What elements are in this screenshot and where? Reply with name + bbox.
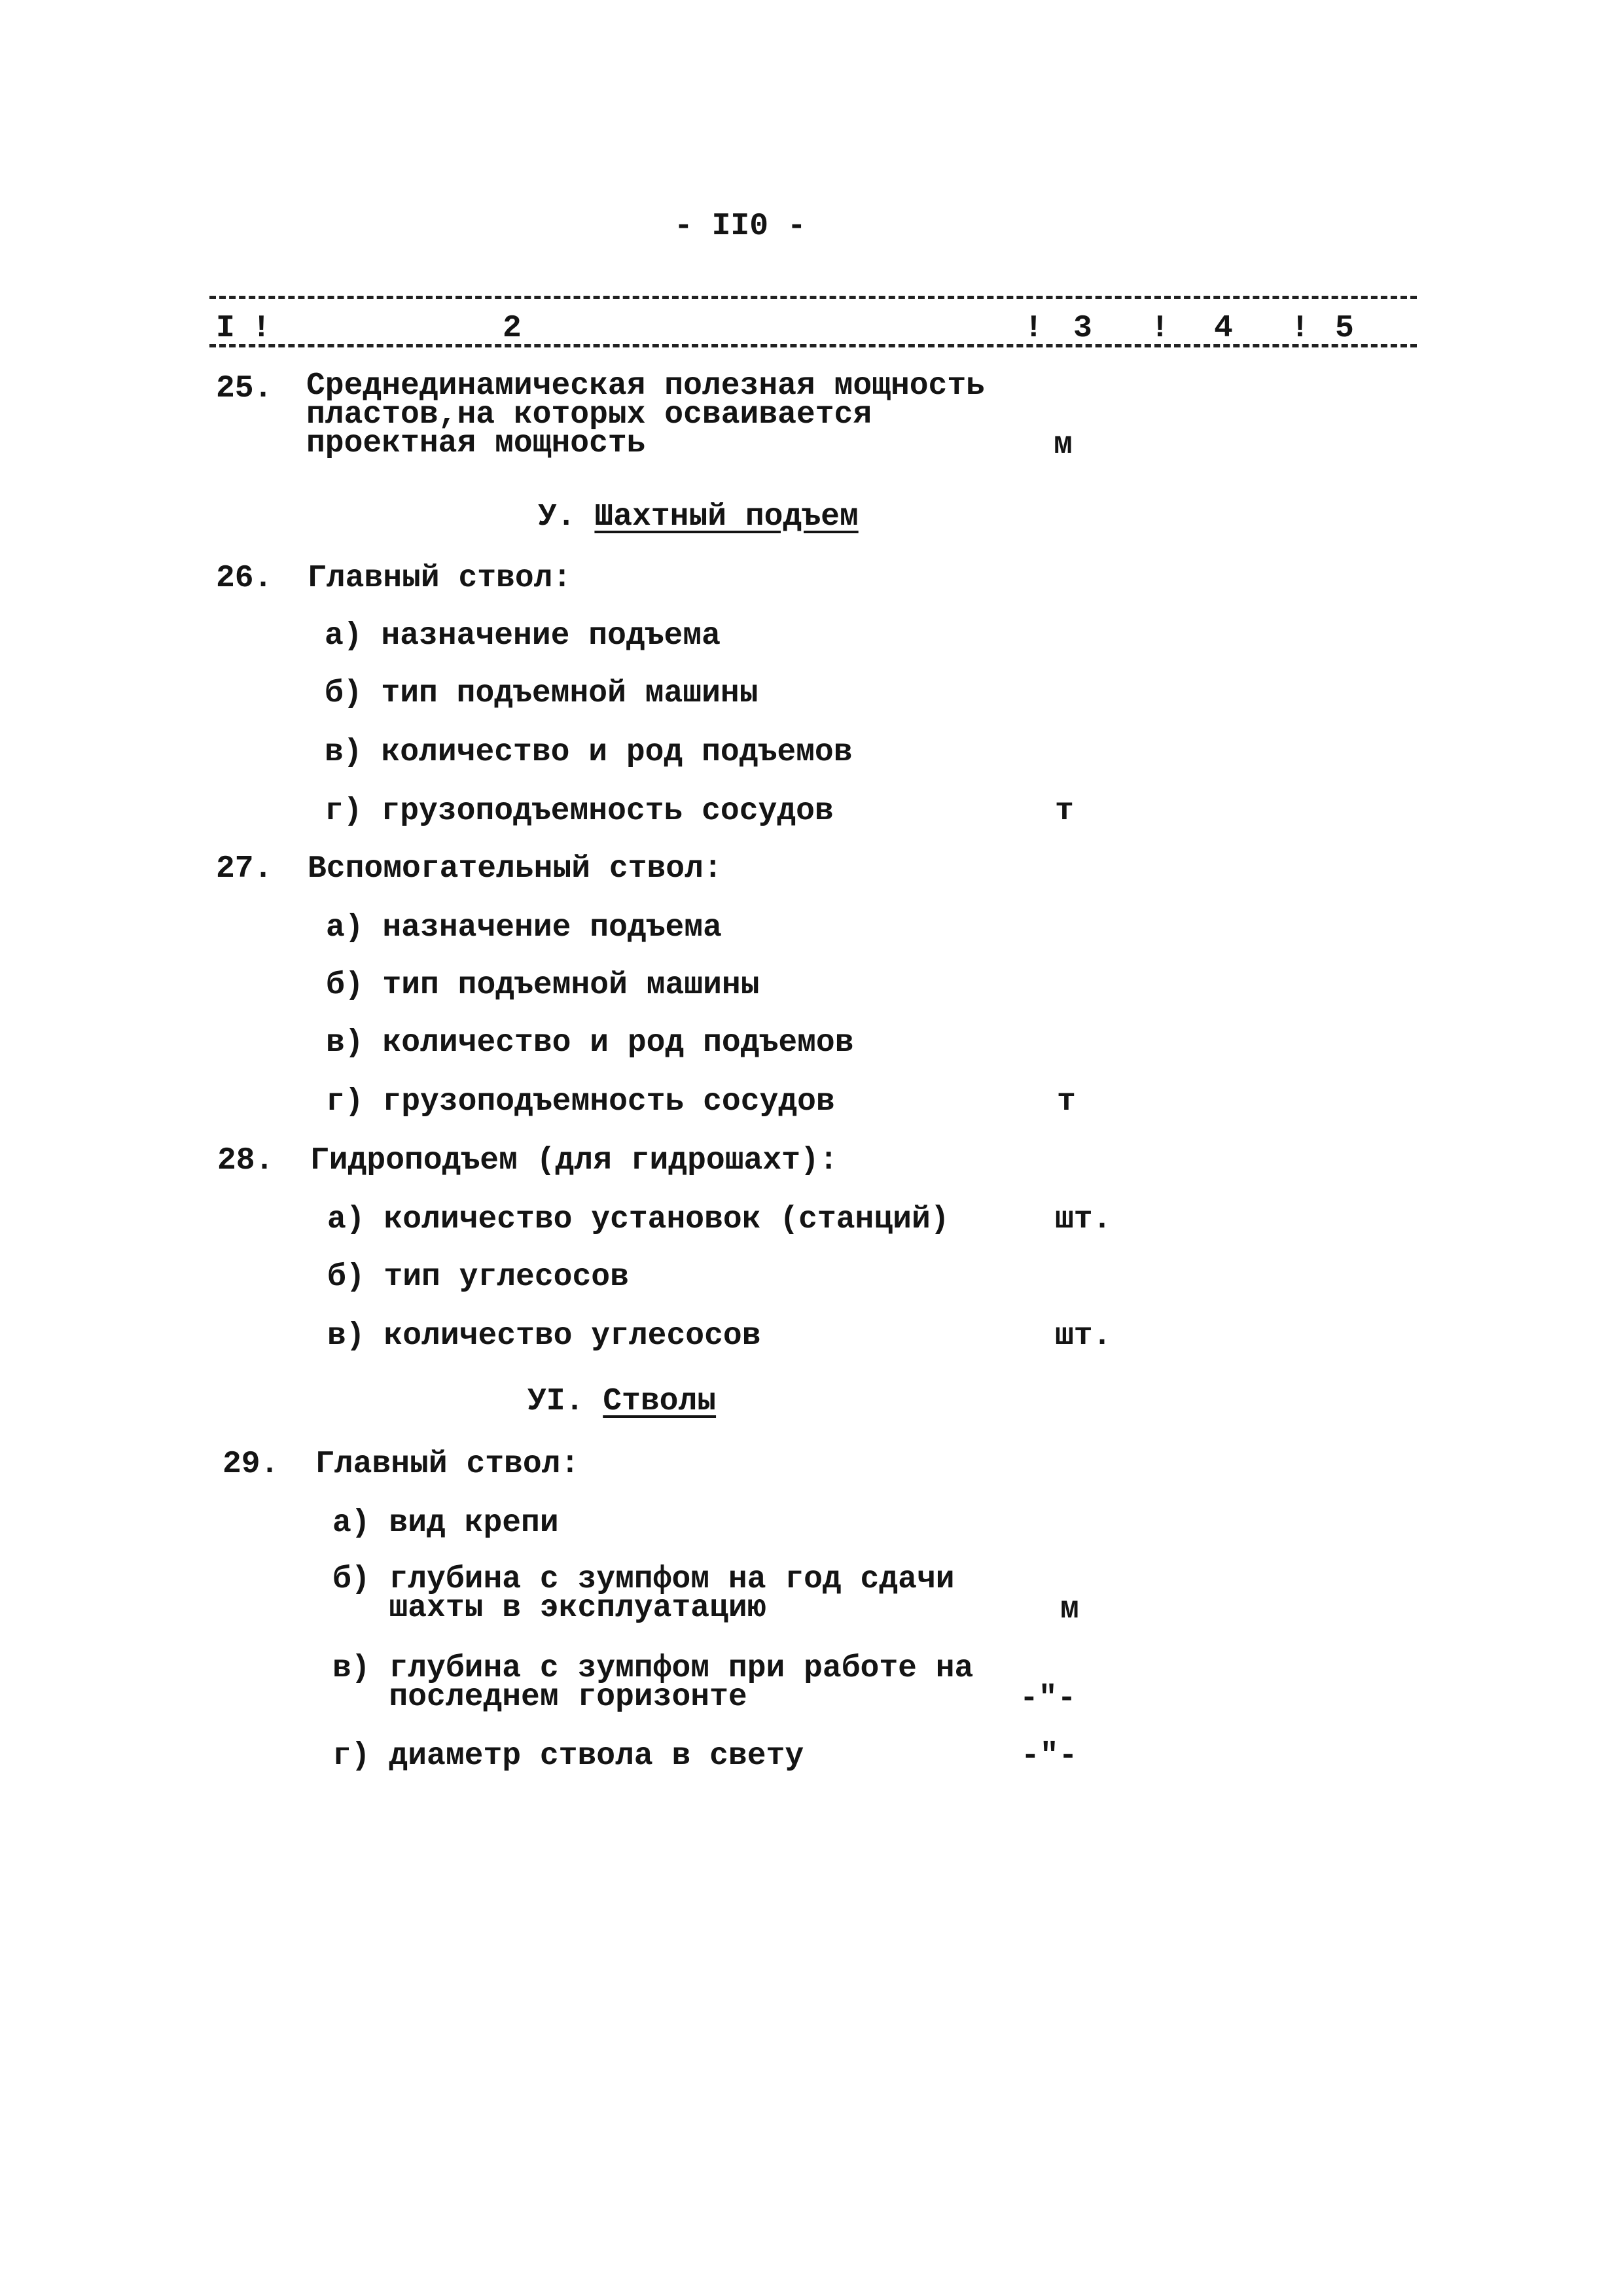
header-col-4: 4	[1214, 311, 1233, 346]
subitem-b: б) тип углесосов	[327, 1260, 629, 1295]
unit-label: т	[1055, 794, 1074, 829]
header-separator: !	[1150, 311, 1169, 346]
section-heading-v	[538, 501, 859, 533]
item-text: Главный ствол:	[315, 1447, 580, 1482]
section-number: УI.	[527, 1384, 584, 1419]
header-col-5: 5	[1335, 311, 1354, 346]
header-col-2: 2	[503, 311, 522, 346]
subitem-a: а) назначение подъема	[326, 910, 722, 945]
unit-label: м	[1060, 1592, 1079, 1627]
unit-label: м	[1054, 427, 1073, 463]
subitem-g: г) диаметр ствола в свету	[332, 1739, 804, 1774]
subitem-a: а) вид крепи	[332, 1506, 559, 1541]
item-number: 29.	[223, 1447, 279, 1482]
item-text: Гидроподъем (для гидрошахт):	[310, 1143, 838, 1178]
item-text: Среднединамическая полезная мощность пластов,на которых осваивается проектная мощность	[306, 368, 985, 461]
header-bottom-rule	[209, 344, 1417, 347]
page-number: - II0 -	[674, 209, 806, 244]
subitem-b: б) тип подъемной машины	[326, 968, 760, 1003]
subitem-a: а) назначение подъема	[325, 618, 721, 654]
header-col-3: 3	[1073, 311, 1092, 346]
subitem-b: б) тип подъемной машины	[325, 676, 758, 711]
subitem-v: в) глубина с зумпфом при работе на последнем горизонте	[332, 1651, 974, 1715]
subitem-v: в) количество и род подъемов	[326, 1025, 854, 1061]
unit-label: т	[1057, 1084, 1076, 1120]
subitem-b: б) глубина с зумпфом на год сдачи шахты в эксплуатацию	[332, 1562, 955, 1626]
section-number: У.	[538, 499, 576, 535]
subitem-v: в) количество углесосов	[327, 1318, 761, 1354]
unit-label: шт.	[1055, 1202, 1112, 1237]
header-separator: !	[1291, 311, 1310, 346]
item-number: 27.	[216, 851, 273, 887]
item-number: 28.	[217, 1143, 274, 1178]
subitem-g: г) грузоподъемность сосудов	[326, 1084, 835, 1120]
unit-label: -"-	[1020, 1681, 1077, 1716]
header-separator: !	[1024, 311, 1043, 346]
item-number: 26.	[216, 561, 273, 596]
section-title: Стволы	[603, 1384, 717, 1419]
section-title: Шахтный подъем	[594, 499, 859, 535]
item-number: 25.	[216, 371, 273, 406]
item-text: Главный ствол:	[308, 561, 572, 596]
header-col-1: I	[216, 311, 235, 346]
unit-label: -"-	[1021, 1739, 1078, 1774]
subitem-v: в) количество и род подъемов	[325, 735, 853, 770]
item-text: Вспомогательный ствол:	[308, 851, 722, 887]
header-separator: !	[252, 311, 271, 346]
subitem-a: а) количество установок (станций)	[327, 1202, 950, 1237]
subitem-g: г) грузоподъемность сосудов	[325, 794, 834, 829]
unit-label: шт.	[1055, 1318, 1112, 1354]
section-heading-vi	[527, 1386, 716, 1417]
header-top-rule	[209, 296, 1417, 299]
